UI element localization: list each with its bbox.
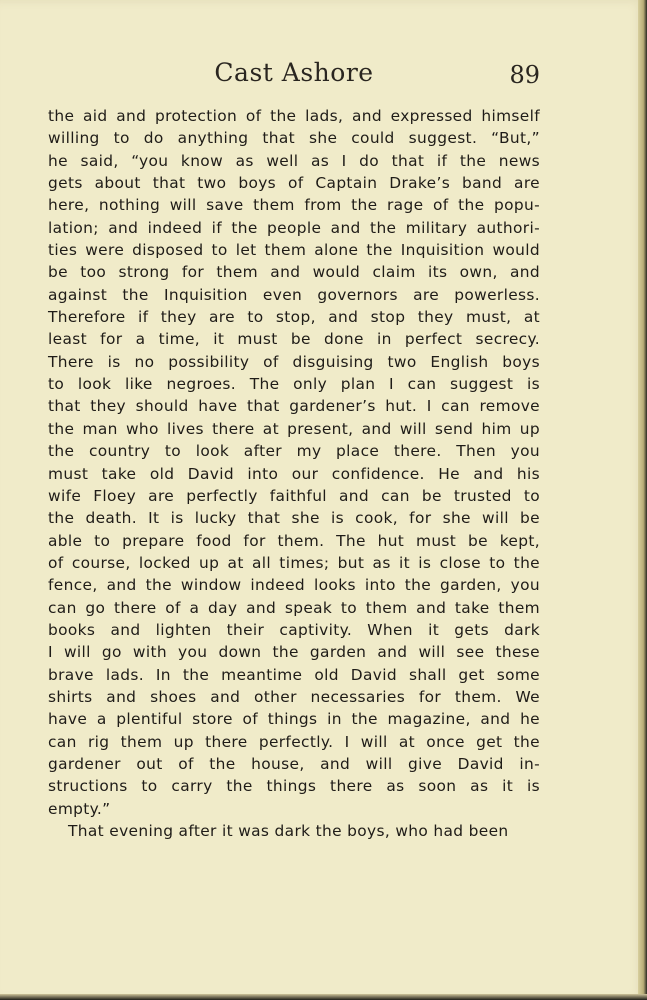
page-edge	[638, 0, 647, 1000]
page-bottom-edge	[0, 994, 647, 1000]
text-line: the man who lives there at present, and will send him up	[48, 419, 540, 438]
text-line: willing to do anything that she could suggest. “But,”	[48, 129, 540, 148]
text-line: the country to look after my place there. Then you	[48, 442, 540, 461]
text-line: against the Inquisition even governors are powerless.	[48, 285, 540, 304]
text-line: be too strong for them and would claim its own, and	[48, 263, 540, 282]
text-line: able to prepare food for them. The hut must be kept,	[48, 531, 540, 550]
text-line: can rig them up there perfectly. I will at once get the	[48, 732, 540, 751]
text-line: the death. It is lucky that she is cook, for she will be	[48, 509, 540, 528]
text-line: to look like negroes. The only plan I can suggest is	[48, 375, 540, 394]
body-text	[48, 105, 540, 842]
text-line: must take old David into our confidence. He and his	[48, 464, 540, 483]
running-title: Cast Ashore	[214, 58, 374, 87]
text-line: books and lighten their captivity. When it gets dark	[48, 620, 540, 639]
page-header	[48, 58, 540, 98]
text-line: fence, and the window indeed looks into the garden, you	[48, 576, 540, 595]
text-line: wife Floey are perfectly faithful and can be trusted to	[48, 486, 540, 505]
paragraph-start-line: That evening after it was dark the boys, who had been	[68, 822, 509, 840]
text-line: the aid and protection of the lads, and expressed himself	[48, 107, 540, 125]
text-line: have a plentiful store of things in the magazine, and he	[48, 710, 540, 729]
text-line: ties were disposed to let them alone the Inquisition would	[48, 241, 540, 260]
text-line: least for a time, it must be done in perfect secrecy.	[48, 330, 540, 349]
text-line: structions to carry the things there as soon as it is	[48, 777, 540, 796]
text-line: brave lads. In the meantime old David shall get some	[48, 665, 540, 684]
text-line: shirts and shoes and other necessaries for them. We	[48, 687, 540, 706]
text-line: can go there of a day and speak to them and take them	[48, 598, 540, 617]
text-line: I will go with you down the garden and will see these	[48, 643, 540, 662]
text-line: he said, “you know as well as I do that if the news	[48, 151, 540, 170]
text-line: lation; and indeed if the people and the military authori-	[48, 218, 540, 237]
text-line: here, nothing will save them from the rage of the popu-	[48, 196, 540, 215]
page-number: 89	[509, 61, 540, 89]
text-line: that they should have that gardener’s hut. I can remove	[48, 397, 540, 416]
text-line: Therefore if they are to stop, and stop they must, at	[48, 308, 540, 327]
text-line: gets about that two boys of Captain Drake’s band are	[48, 174, 540, 193]
text-line: There is no possibility of disguising two English boys	[48, 352, 540, 371]
paragraph-end-line: empty.”	[48, 799, 111, 818]
text-line: gardener out of the house, and will give David in-	[48, 754, 540, 773]
text-line: of course, locked up at all times; but as it is close to the	[48, 553, 540, 572]
